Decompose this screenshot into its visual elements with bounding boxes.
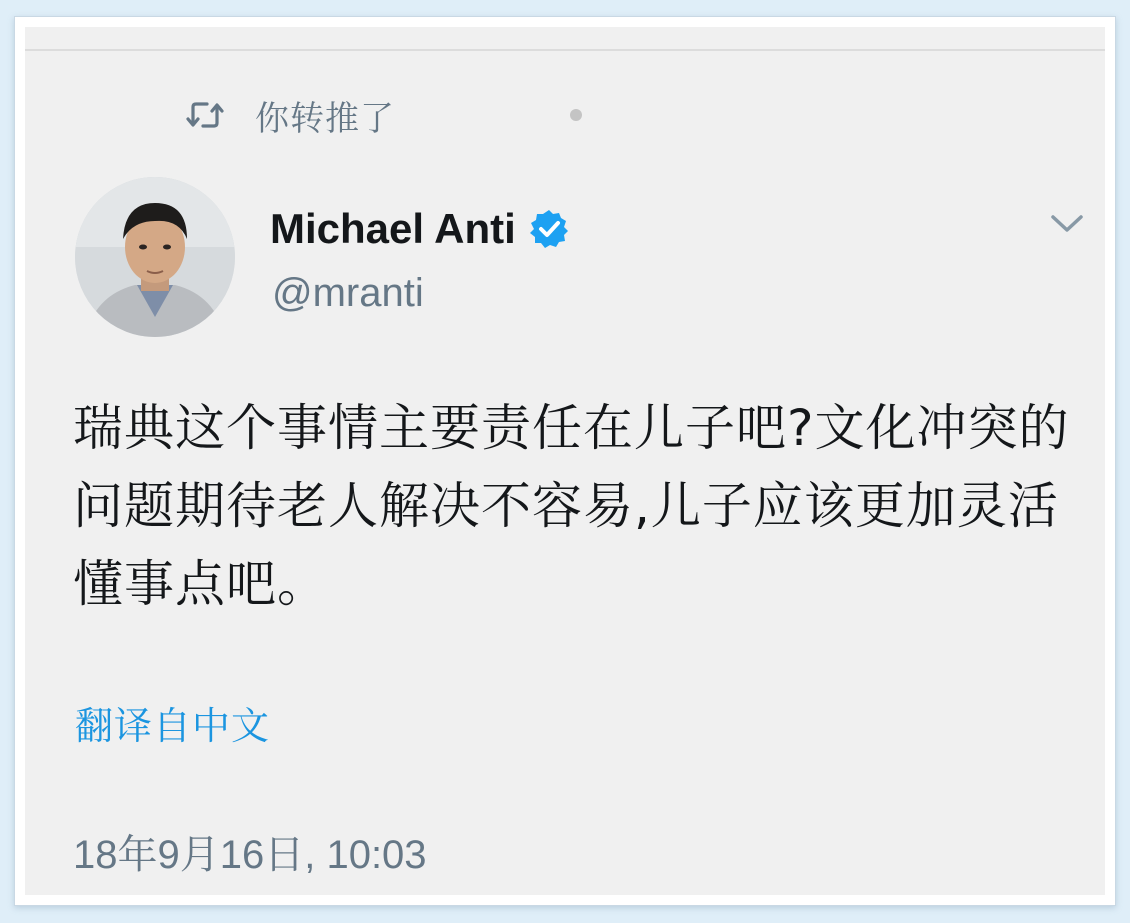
screenshot-frame	[14, 16, 1116, 906]
verified-badge-icon	[528, 208, 570, 250]
author-name[interactable]: Michael Anti	[270, 205, 516, 252]
chevron-down-icon[interactable]	[1047, 209, 1087, 237]
author-name-row[interactable]	[270, 205, 570, 253]
tweet-timestamp[interactable]: 18年9月16日, 10:03	[73, 833, 427, 877]
avatar[interactable]	[75, 177, 235, 337]
retweet-context	[185, 93, 395, 137]
tweet-card[interactable]	[25, 27, 1105, 895]
separator-dot	[570, 109, 582, 121]
retweet-label: 你转推了	[255, 98, 395, 139]
translate-link[interactable]: 翻译自中文	[75, 704, 271, 748]
retweet-icon	[185, 98, 225, 132]
tweet-text: 瑞典这个事情主要责任在儿子吧?文化冲突的问题期待老人解决不容易,儿子应该更加灵活懂事点吧。	[73, 399, 1070, 613]
author-handle[interactable]: @mranti	[272, 271, 424, 315]
avatar-photo	[75, 177, 235, 337]
